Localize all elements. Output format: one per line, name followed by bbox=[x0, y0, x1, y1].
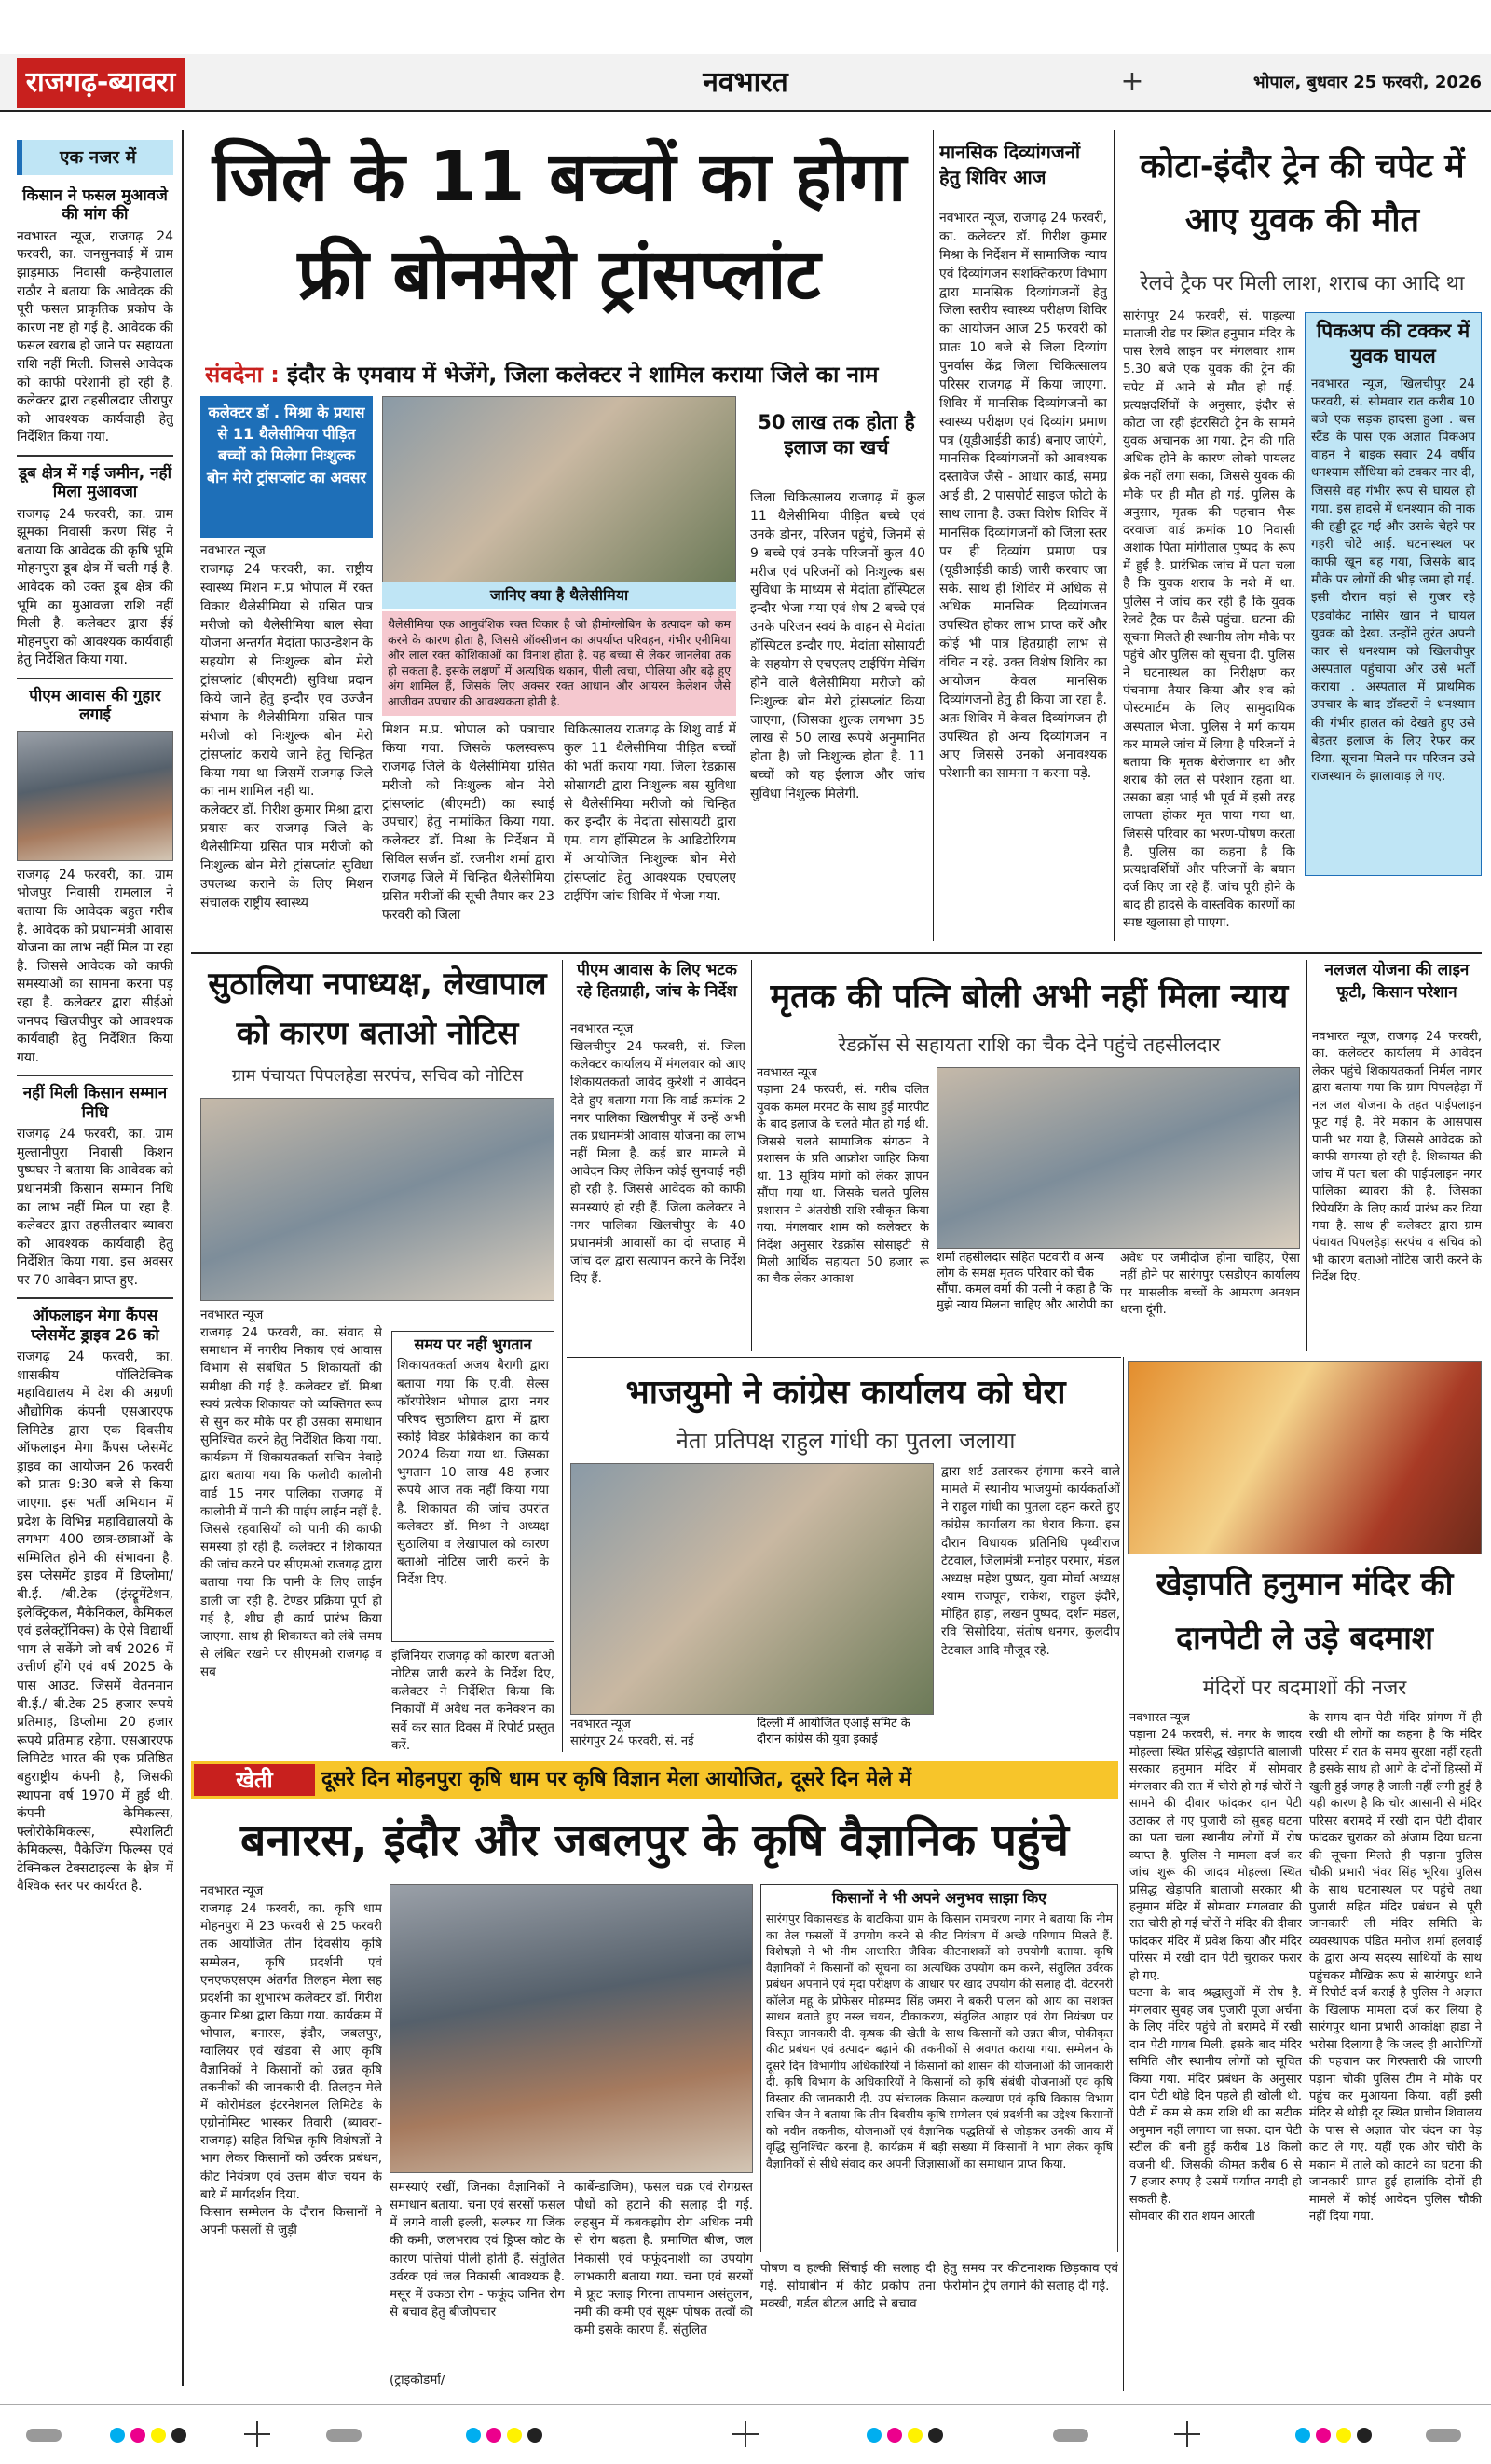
bjym-byline: नवभारत न्यूज सारंगपुर 24 फरवरी, सं. नई bbox=[570, 1718, 694, 1749]
temple-headline: खेड़ापति हनुमान मंदिर की दानपेटी ले उड़े बदमाश bbox=[1156, 1566, 1454, 1657]
lead-col-3: चिकित्सालय राजगढ़ के शिशु वार्ड में कुल 11 थैलेसीमिया पीड़ित बच्चों की भर्ती कराया गया. जिला रेडक्रास सोसायटी द्वारा निःशुल्क बस सुविधा से थैलेसीमिया मरीजो को चिन्हित कर इन्दौर के मेदांता सोसायटी द्वारा एम. वाय हॉस्पिटल के आडिटोरियम में आयोजित निःशुल्क बोन मेरो ट्रांसप्लांट हेतु आवश्यक एचएलए टाईपिंग जांच शिविर में भेजा गया. bbox=[564, 722, 736, 904]
lead-highlight-box bbox=[200, 396, 373, 538]
notice-subheadline: ग्राम पंचायत पिपलहेडा सरपंच, सचिव को नोटिस bbox=[231, 1066, 524, 1086]
widow-photo-caption: शर्मा तहसीलदार सहित पटवारी व अन्य लोग के समक्ष मृतक परिवार को चैक सौंपा. कमल वर्मा की पत्नी ने कहा है कि मुझे न्याय मिलना चाहिए और आरोपी का bbox=[937, 1251, 1114, 1351]
bjym-headline: भाजयुमो ने कांग्रेस कार्यालय को घेरा bbox=[625, 1374, 1066, 1412]
sidebar-heading-text: एक नजर में bbox=[59, 147, 137, 168]
train-body: सारंगपुर 24 फरवरी, सं. पाड़ल्या माताजी रोड पर स्थित हनुमान मंदिर के पास रेलवे लाइन पर मंगलवार शाम 5.30 बजे एक युवक की ट्रेन की चपेट में आने से मौत हो गई. प्रत्यक्षदर्शियों के अनुसार, इंदौर से कोटा जा रही इंटरसिटी ट्रेन के सामने युवक अचानक आ गया. ट्रेन की गति अधिक होने के कारण लोको पायलट ब्रेक नहीं लगा सका, जिससे युवक की मौके पर ही मौत हो गई. पुलिस के अनुसार, मृतक की पहचान भैरू दरवाजा वार्ड क्रमांक 10 निवासी अशोक पिता मांगीलाल पुष्पद के रूप में हुई है. प्रारंभिक जांच में पता चला है कि युवक शराब के नशे में था. पुलिस ने जांच कर रही है कि युवक रेलवे ट्रैक पर कैसे पहुंचा. घटना की सूचना मिलते ही स्थानीय लोग मौके पर पहुंचे और पुलिस को सूचना दी. पुलिस ने घटनास्थल का निरीक्षण कर पंचनामा तैयार किया और शव को पोस्टमार्टम के लिए सामुदायिक अस्पताल भेजा. पुलिस ने मर्ग कायम कर मामले जांच में लिया है परिजनों ने बताया कि मृतक बेरोजगार था और शराब की लत से परेशान रहता था. उसका बड़ा भाई भी पूर्व में इसी तरह लापता होकर मृत पाया गया था, जिससे परिवार का भरण-पोषण करता है. पुलिस का कहना है कि प्रत्यक्षदर्शियों और परिजनों के बयान दर्ज किए जा रहे हैं. जांच पूरी होने के बाद ही हादसे के वास्तविक कारणों का स्पष्ट खुलासा हो पाएगा. bbox=[1123, 308, 1295, 931]
black-registration-dot bbox=[928, 2428, 943, 2443]
temple-photo bbox=[1128, 1361, 1482, 1554]
agri-strap: दूसरे दिन मोहनपुरा कृषि धाम पर कृषि विज्ञान मेला आयोजित, दूसरे दिन मेले में bbox=[321, 1768, 912, 1791]
pickup-headline: पिकअप की टक्कर में युवक घायल bbox=[1316, 320, 1470, 368]
sidebar-story-3-title: पीएम आवास की गुहार लगाई bbox=[29, 687, 161, 725]
lead-col-2: मिशन म.प्र. भोपाल को पत्राचार किया गया. जिसके फलस्वरूप राजगढ़ जिले के थैलेसीमिया ग्रसित मरीजो को निःशुल्क बोन मेरो ट्रांसप्लांट (बीएमटी) का स्थाई उपचार) हेतु नामांकित किया गया. कलेक्टर डॉ. मिश्रा के निर्देशन में सिविल सर्जन डॉ. रजनीश शर्मा द्वारा राजगढ़ जिले में चिन्हित थैलेसीमिया ग्रसित मरीजों की सूची तैयार कर 23 फरवरी को जिला bbox=[382, 722, 554, 923]
column-rule bbox=[1114, 130, 1115, 941]
pickup-box bbox=[1305, 312, 1482, 876]
crosshair-mark bbox=[1174, 2421, 1200, 2447]
magenta-registration-dot bbox=[887, 2428, 902, 2443]
sidebar-house-photo bbox=[17, 731, 173, 861]
sidebar-story-5-title: ऑफलाइन मेगा कैंपस प्लेसमेंट ड्राइव 26 को bbox=[31, 1307, 159, 1345]
notice-headline: सुठालिया नपाध्यक्ष, लेखापाल को कारण बताओ नोटिस bbox=[208, 965, 547, 1052]
lead-col-1: नवभारत न्यूज राजगढ़ 24 फरवरी, का. राष्ट्रीय स्वास्थ्य मिशन म.प्र भोपाल में रक्त विकार थैलेसीमिया से ग्रसित पात्र मरीजो को थैलेसीमिया बाल सेवा योजना अन्तर्गत मेदांता फाउन्डेशन के सहयोग से निःशुल्क बोन मेरो ट्रांसप्लांट (बीएमटी) सुविधा प्रदान किये जाने हेतु इन्दौर एव उज्जैन संभाग के थैलेसीमिया ग्रसित पात्र मरीजो को निःशुल्क बोन मेरो ट्रांसप्लांट कराये जाने हेतु चिन्हित किया गया था जिसमें राजगढ़ जिले का नाम शामिल नहीं था. कलेक्टर डॉ. गिरीश कुमार मिश्रा द्वारा प्रयास कर राजगढ़ जिले के थैलेसीमिया ग्रसित पात्र मरीजो को निःशुल्क बोन मेरो ट्रांसप्लांट सुविधा उपलब्ध कराने के लिए मिशन संचालक राष्ट्रीय स्वास्थ्य bbox=[200, 543, 373, 910]
print-mark bbox=[326, 2429, 362, 2442]
temple-subheadline: मंदिरों पर बदमाशों की नजर bbox=[1202, 1677, 1407, 1700]
column-rule bbox=[751, 960, 752, 1351]
agri-headline: बनारस, इंदौर और जबलपुर के कृषि वैज्ञानिक पहुंचे bbox=[239, 1814, 1070, 1867]
yellow-registration-dot bbox=[151, 2428, 166, 2443]
black-registration-dot bbox=[171, 2428, 186, 2443]
paper-name: नवभारत bbox=[703, 66, 788, 99]
agri-farmers-box bbox=[760, 1884, 1118, 2252]
column-rule bbox=[1123, 1357, 1124, 2391]
row-rule bbox=[567, 1357, 1121, 1358]
widow-headline: मृतक की पत्नि बोली अभी नहीं मिला न्याय bbox=[770, 978, 1289, 1016]
crosshair-mark bbox=[732, 2421, 759, 2447]
lakh-headline: 50 लाख तक होता है इलाज का खर्च bbox=[758, 411, 915, 459]
agri-col-1: नवभारत न्यूज राजगढ़ 24 फरवरी, का. कृषि धाम मोहनपुरा में 23 फरवरी से 25 फरवरी तक आयोजित तीन दिवसीय कृषि सम्मेलन, कृषि प्रदर्शनी एवं एनएफएसएम अंतर्गत तिलहन मेला सह प्रदर्शनी का शुभारंभ कलेक्टर डॉ. गिरीश कुमार मिश्रा द्वारा किया गया. कार्यक्रम में भोपाल, बनारस, इंदौर, जबलपुर, ग्वालियर एवं खंडवा से आए कृषि वैज्ञानिकों ने किसानों को उन्नत कृषि तकनीकों की जानकारी दी. तिलहन मेले में कोरोमंडल इंटरनेशनल लिमिटेड के एग्रोनोमिस्ट भास्कर तिवारी (ब्यावरा-राजगढ़) सहित विभिन्न कृषि विशेषज्ञों ने भाग लेकर किसानों को उर्वरक प्रबंधन, कीट नियंत्रण एवं उत्तम बीज चयन के बारे में मार्गदर्शन दिया. किसान सम्मेलन के दौरान किसानों ने अपनी फसलों से जुड़ी bbox=[200, 1883, 382, 2238]
agri-col-2b: कार्बेन्डाजिम), फसल चक्र एवं रोगग्रस्त पौधों को हटाने की सलाह दी गई. लहसुन में कबकझोंप रोग अधिक नमी से रोग बढ़ता है. प्रमाणित बीज, जल निकासी एवं फफूंदनाशी का उपयोग लाभकारी बताया गया. चना एवं सरसों में फ्रूट फ्लाइ गिरना तापमान असंतुलन, नमी की कमी एवं सूक्ष्म पोषक तत्वों की कमी इसके कारण हैं. संतुलित bbox=[574, 2180, 753, 2338]
agri-col-3a: पोषण व हल्की सिंचाई की सलाह दी गई. सोयाबीन में कीट प्रकोप तना मक्खी, गर्डल बीटल आदि से बचाव bbox=[760, 2261, 936, 2312]
lead-highlight-text: कलेक्टर डॉ . मिश्रा के प्रयास से 11 थैलेसीमिया पीड़ित बच्चों को मिलेगा निःशुल्क बोन मेरो ट्रांसप्लांट का अवसर bbox=[207, 404, 366, 486]
lead-strap-text: इंदौर के एमवाय में भेजेंगे, जिला कलेक्टर ने शामिल कराया जिले का नाम bbox=[287, 362, 879, 388]
magenta-registration-dot bbox=[130, 2428, 145, 2443]
notice-box-title: समय पर नहीं भुगतान bbox=[414, 1335, 532, 1353]
yellow-registration-dot bbox=[1336, 2428, 1351, 2443]
sidebar-story-4-body: राजगढ़ 24 फरवरी, का. ग्राम मुल्तानीपुरा निवासी किशन पुष्पघर ने बताया कि आवेदक को प्रधानमंत्री किसान सम्मान निधि का लाभ नहीं मिल पा रहा है. कलेक्टर द्वारा तहसीलदार ब्यावरा को आवश्यक कार्यवाही हेतु निर्देशित किया गया. इस अवसर पर 70 आवेदन प्राप्त हुए. bbox=[17, 1127, 173, 1288]
print-mark bbox=[26, 2429, 62, 2442]
lakh-body: जिला चिकित्सालय राजगढ़ में कुल 11 थैलेसीमिया पीड़ित बच्चे एवं उनके डोनर, परिजन पहुंचे, जिनमें से 9 बच्चे एवं उनके परिजनों कुल 40 मरीज एवं परिजनों को निःशुल्क बस सुविधा के माध्यम से मेदांता हॉस्पिटल इन्दौर भेजा गया एवं शेष 2 बच्चे एवं उनके परिजन स्वयं के वाहन से मेदांता हॉस्पिटल इन्दौर गए. मेदांता सोसायटी के सहयोग से एचएलए टाईपिंग मेचिंग होने वाले थैलेसीमिया मरीजो को निःशुल्क बोन मेरो ट्रांसप्लांट किया जाएगा, (जिसका शुल्क लगभग 35 लाख से 50 लाख रूपये अनुमानित होता है) जो निःशुल्क होता है. 11 बच्चों को यह ईलाज और जांच सुविधा निशुल्क मिलेगी. bbox=[750, 490, 925, 801]
notice-box bbox=[391, 1331, 554, 1642]
sidebar-story-2-body: राजगढ़ 24 फरवरी, का. ग्राम झूमका निवासी करण सिंह ने बताया कि आवेदक की कृषि भूमि मोहनपुरा डूब क्षेत्र में चली गई है. आवेदक को उक्त डूब क्षेत्र की भूमि का मुआवजा राशि नहीं मिली है. कलेक्टर द्वारा ईई मोहनपुरा को आवश्यक कार्यवाही हेतु निर्देशित किया गया. bbox=[17, 506, 173, 668]
thalassemia-info-text: थैलेसीमिया एक आनुवंशिक रक्त विकार है जो हीमोग्लोबिन के उत्पादन को कम करने के कारण होता है, जिससे ऑक्सीजन का अपर्याप्त परिवहन, गंभीर एनीमिया और लाल रक्त कोशिकाओं का विनाश होता है. यह बच्चा से लेकर जानलेवा तक हो सकता है. इसके लक्षणों में अत्यधिक थकान, पीली त्वचा, पीलिया और बढ़े हुए अंग शामिल हैं, जिसके लिए अक्सर रक्त आधान और आयरन केलेशन जैसे आजीवन उपचार की आवश्यकता होती है. bbox=[388, 617, 731, 708]
notice-col-1: नवभारत न्यूज राजगढ़ 24 फरवरी, का. संवाद से समाधान में नगरीय निकाय एवं आवास विभाग से संबंधित 5 शिकायतों की समीक्षा की गई है. कलेक्टर डॉ. मिश्रा स्वयं प्रत्येक शिकायत को व्यक्तिगत रूप से सुन कर मौके पर ही उसका समाधान सुनिश्चित करने हेतु निर्देशित किया गया. कार्यक्रम में शिकायतकर्ता सचिन नेवाड़े द्वारा बताया गया कि फलोदी कालोनी वार्ड 15 नगर पालिका राजगढ़ में कालोनी में पानी की पाईप लाईन नहीं है. जिससे रहवासियों को पानी की काफी समस्या हो रही है. कलेक्टर ने शिकायत की जांच करने पर सीएमओ राजगढ़ द्वारा बताया गया कि पानी के लिए लाईन डाली जा रही है. टेण्डर प्रक्रिया पूर्ण हो गई है, शीघ्र ही कार्य प्रारंभ किया जाएगा. साथ ही शिकायत को लंबे समय से लंबित रखने पर सीएमओ राजगढ़ व सब bbox=[200, 1307, 382, 1680]
yellow-registration-dot bbox=[507, 2428, 522, 2443]
train-headline: कोटा-इंदौर ट्रेन की चपेट में आए युवक की मौत bbox=[1140, 147, 1465, 240]
column-rule bbox=[562, 960, 563, 1752]
pm-body: नवभारत न्यूज खिलचीपुर 24 फरवरी, सं. जिला कलेक्टर कार्यालय में मंगलवार को आए शिकायतकर्ता जावेद कुरेशी ने आवेदन देते हुए बताया गया कि वार्ड क्रमांक 2 नगर पालिका खिलचीपुर में उन्हें अभी तक प्रधानमंत्री आवास योजना का लाभ नहीं मिला है. कई बार मामले में आवेदन किए लेकिन कोई सुनवाई नहीं हो रही है. जिससे आवेदक को काफी समस्याएं हो रही हैं. जिला कलेक्टर ने नगर पालिका खिलचीपुर के 40 प्रधानमंत्री आवासों का दो सप्ताह में जांच दल द्वारा सत्यापन करने के निर्देश दिए हैं. bbox=[570, 1021, 746, 1287]
lead-photo-caption: जानिए क्या है थैलेसीमिया bbox=[382, 582, 736, 609]
train-subheadline: रेलवे ट्रैक पर मिली लाश, शराब का आदि था bbox=[1140, 272, 1465, 295]
sidebar-heading bbox=[17, 140, 173, 175]
print-mark bbox=[1053, 2429, 1088, 2442]
masthead-plus-icon: + bbox=[1120, 65, 1144, 98]
pm-headline: पीएम आवास के लिए भटक रहे हितग्राही, जांच के निर्देश bbox=[577, 961, 737, 1001]
bjym-subheadline: नेता प्रतिपक्ष राहुल गांधी का पुतला जलाया bbox=[676, 1428, 1016, 1454]
black-registration-dot bbox=[527, 2428, 542, 2443]
notice-col-3: इंजिनियर राजगढ़ को कारण बताओ नोटिस जारी करने के निर्देश दिए, कलेक्टर ने निर्देशित किया कि निकायों में अवैध नल कनेक्शन का सर्वे कर सात दिवस में रिपोर्ट प्रस्तुत करें. bbox=[391, 1649, 554, 1753]
widow-photo bbox=[937, 1067, 1300, 1249]
row-rule bbox=[191, 952, 1482, 954]
notice-photo bbox=[200, 1098, 554, 1301]
temple-col-1: नवभारत न्यूज पड़ाना 24 फरवरी, सं. नगर के जादव मोहल्ला स्थित प्रसिद्ध खेड़ापति बालाजी सरकार हनुमान मंदिर में सोमवार मंगलवार की रात में चोरो हो गई चोरों ने सामने की दीवार फांदकर दान पेटी उठाकर ले गए पुजारी को सुबह घटना का पता चला स्थानीय लोगों में रोष व्याप्त है. पुलिस ने मामला दर्ज कर जांच शुरू की जादव मोहल्ला स्थित प्रसिद्ध खेड़ापति बालाजी सरकार श्री हनुमान मंदिर में सोमवार मंगलवार की रात चोरी हो गई चोरों ने मंदिर की दीवार फांदकर मंदिर में प्रवेश किया और मंदिर परिसर में रखी दान पेटी चुराकर फरार हो गए. घटना के बाद श्रद्धालुओं में रोष है. मंगलवार सुबह जब पुजारी पूजा अर्चना के लिए मंदिर पहुंचे तो बरामदे में रखी दान पेटी गायब मिली. इसके बाद मंदिर समिति और स्थानीय लोगों को सूचित किया गया. मंदिर प्रबंधन के अनुसार दान पेटी थोड़े दिन पहले ही खोली थी. पेटी में कम से कम राशि थी का सटीक अनुमान नहीं लगाया जा सका. दान पेटी स्टील की बनी हुई करीब 18 किलो वजनी थी. जिसकी कीमत करीब 6 से 7 हजार रुपए है उसमें पर्याप्त नगदी हो सकती है. सोमवार की रात शयन आरती bbox=[1129, 1711, 1302, 2224]
nal-headline: नलजल योजना की लाइन फूटी, किसान परेशान bbox=[1324, 961, 1470, 1002]
agri-col-2a: समस्याएं रखीं, जिनका वैज्ञानिकों ने समाधान बताया. चना एवं सरसों फसल में लगने वाली इल्ली, सल्फर या जिंक की कमी, जलभराव एवं ड्रिप्स कोट के कारण पत्तियां पीली होती हैं. संतुलित उर्वरक एवं जल निकासी आवश्यक है. मसूर में उकठा रोग - फफूंद जनित रोग से बचाव हेतु बीजोपचार bbox=[390, 2180, 565, 2320]
lead-headline-line-1: जिले के 11 बच्चों का होगा bbox=[212, 137, 907, 217]
widow-col-1: नवभारत न्यूज पड़ाना 24 फरवरी, सं. गरीब दलित युवक कमल मरमट के साथ हुई मारपीट के बाद इलाज के चलते मौत हो गई थी. जिससे चलते सामाजिक संगठन ने प्रशासन के प्रति आक्रोश जाहिर किया था. 13 सूत्रिय मांगो को लेकर ज्ञापन सौंपा गया था. जिसके चलते पुलिस प्रशासन ने अंतरोष्ठी राशि स्वीकृत किया गया. मंगलवार शाम को कलेक्टर के निर्देश अनुसार रेडक्रॉस सोसाइटी से मिली आर्थिक सहायता 50 हजार रू का चैक लेकर आकाश bbox=[757, 1066, 929, 1287]
print-mark bbox=[1426, 2429, 1461, 2442]
column-rule bbox=[1306, 960, 1307, 1351]
cyan-registration-dot bbox=[110, 2428, 125, 2443]
column-rule bbox=[933, 130, 934, 941]
agri-col-2c: (ट्राइकोडर्मा/ bbox=[390, 2373, 445, 2388]
agri-photo bbox=[390, 1884, 753, 2173]
sidebar-divider bbox=[17, 678, 173, 679]
pickup-body: नवभारत न्यूज, खिलचीपुर 24 फरवरी, सं. सोमवार रात करीब 10 बजे एक सड़क हादसा हुआ . बस स्टैंड के पास एक अज्ञात पिकअप वाहन ने बाइक सवार 24 वर्षीय धनश्याम सौंधिया को टक्कर मार दी, जिससे वह गंभीर रूप से घायल हो गया. इस हादसे में धनश्याम की नाक की हड्डी टूट गई और उसके चेहरे पर गहरी चोटें आई. घटनास्थल पर काफी खून बह गया, जिसके बाद मौके पर लोगों की भीड़ जमा हो गई. इसी दौरान वहां से गुजर रहे एडवोकेट नासिर खान ने घायल युवक को देखा. उन्होंने तुरंत अपनी कार से धनश्याम को खिलचीपुर अस्पताल पहुंचाया और उसे भर्ती कराया . अस्पताल में प्राथमिक उपचार के बाद डॉक्टरों ने धनश्याम की गंभीर हालत को देखते हुए उसे बेहतर इलाज के लिए रेफर कर दिया. सूचना मिलने पर परिजन उसे राजस्थान के झालावाड़ ले गए. bbox=[1311, 376, 1475, 785]
lead-strap-label: संवदेना : bbox=[205, 362, 280, 388]
agri-farmers-box-body: सारंगपुर विकासखंड के बाटकिया ग्राम के किसान रामचरण नागर ने बताया कि नीम का तेल फसलों में उपयोग करने से कीट नियंत्रण में अच्छे परिणाम मिलते हैं. विशेषज्ञों ने भी नीम आधारित जैविक कीटनाशकों को उपयोगी बताया. कृषि वैज्ञानिकों ने किसानों को सूचना का अत्यधिक उपयोग कम करने, संतुलित उर्वरक प्रबंधन अपनाने एवं मृदा परीक्षण के आधार पर खाद उपयोग की सलाह दी. वेटरनरी कॉलेज महू के प्रोफेसर मोहम्मद सिंह जमरा ने बकरी पालन को आय का सशक्त साधन बताते हुए नस्ल चयन, टीकाकरण, संतुलित आहार एवं रोग नियंत्रण पर विस्तृत जानकारी दी. कृषक की खेती के साथ किसानों को उन्नत बीज, पोकीकृत कीट प्रबंधन एवं उत्पादन बढ़ाने की तकनीकों से अवगत कराया गया. सम्मेलन के दूसरे दिन विभागीय अधिकारियों ने किसानों को शासन की योजनाओं की जानकारी दी. कृषि विभाग के अधिकारियों ने किसानों को कृषि संबंधी योजनाओं एवं कृषि विस्तार की जानकारी दी. उप संचालक किसान कल्याण एवं कृषि विकास विभाग सचिन जैन ने बताया कि तीन दिवसीय कृषि सम्मेलन एवं प्रदर्शनी का उद्देश्य किसानों को नवीन तकनीक, योजनाओं एवं वैज्ञानिक पद्धतियों से जोड़कर उनकी आय में वृद्धि सुनिश्चित करना है. कार्यक्रम में बड़ी संख्या में किसानों ने भाग लेकर कृषि वैज्ञानिकों से सीधे संवाद कर अपनी जिज्ञासाओं का समाधान प्राप्त किया. bbox=[766, 1911, 1113, 2170]
magenta-registration-dot bbox=[486, 2428, 501, 2443]
sidebar-story-4-title: नहीं मिली किसान सम्मान निधि bbox=[22, 1084, 168, 1122]
bjym-photo-caption: दिल्ली में आयोजित एआई समिट के दौरान कांग्रेस की युवा इकाई bbox=[757, 1717, 934, 1758]
black-registration-dot bbox=[1357, 2428, 1372, 2443]
footer-rule bbox=[0, 2404, 1491, 2405]
cyan-registration-dot bbox=[867, 2428, 882, 2443]
widow-subheadline: रेडक्रॉस से सहायता राशि का चैक देने पहुंचे तहसीलदार bbox=[838, 1034, 1221, 1056]
sidebar-divider bbox=[17, 1297, 173, 1299]
sidebar-rule bbox=[182, 130, 184, 2386]
lead-headline-line-2: फ्री बोनमेरो ट्रांसप्लांट bbox=[297, 235, 821, 315]
sidebar-divider bbox=[17, 1075, 173, 1076]
notice-box-body: शिकायतकर्ता अजय बैरागी द्वारा बताया गया कि ए.वी. सेल्स कॉरपोरेशन भोपाल द्वारा नगर परिषद सुठालिया द्वारा में द्वारा स्कोई विडर फेब्रिकेशन का कार्य 2024 किया गया था. जिसका भुगतान 10 लाख 48 हजार रूपये आज तक नहीं किया गया है. शिकायत की जांच उपरांत कलेक्टर डॉ. मिश्रा ने अध्यक्ष सुठालिया व लेखापाल को कारण बताओ नोटिस जारी करने के निर्देश दिए. bbox=[397, 1358, 549, 1588]
dateline: भोपाल, बुधवार 25 फरवरी, 2026 bbox=[1253, 73, 1482, 92]
agri-label: खेती bbox=[194, 1764, 315, 1796]
lead-photo bbox=[382, 396, 736, 582]
agri-col-3b: हेतु समय पर कीटनाशक छिड़काव एवं फेरोमोन ट्रेप लगाने की सलाह दी गई. bbox=[943, 2261, 1118, 2294]
nal-body: नवभारत न्यूज, राजगढ़ 24 फरवरी, का. कलेक्टर कार्यालय में आवेदन लेकर पहुंचे शिकायतकर्ता निर्मल नागर द्वारा बताया गया कि ग्राम पिपलहेड़ा में नल जल योजना के तहत पाईपलाइन फूट गई है. मेरे मकान के आसपास पानी भर गया है, जिससे आवेदक को काफी समस्या हो रही है. शिकायत की जांच में पता चला की पाईपलाइन नगर पालिका ब्यावरा की है. जिसका रिपेयरिंग के लिए कार्य प्रारंभ कर दिया गया है. साथ ही कलेक्टर द्वारा ग्राम पंचायत पिपलहेड़ा सरपंच व सचिव को भी कारण बताओ नोटिस जारी करने के निर्देश दिए. bbox=[1312, 1030, 1482, 1285]
crosshair-mark bbox=[244, 2421, 270, 2447]
sidebar-story-1-title: किसान ने फसल मुआवजे की मांग की bbox=[22, 186, 168, 225]
lead-strap bbox=[205, 356, 932, 393]
sidebar-column bbox=[17, 186, 173, 2386]
bjym-photo bbox=[570, 1463, 934, 1715]
bjym-body: द्वारा शर्ट उतारकर हंगामा करने वाले मामले में स्थानीय भाजयुमो कार्यकर्ताओं ने राहुल गांधी का पुतला दहन करते हुए कांग्रेस कार्यालय का घेराव किया. इस दौरान विधायक प्रतिनिधि पृथ्वीराज टेटवाल, जिलामंत्री मनोहर परमार, मंडल अध्यक्ष महेश पुष्पद, युवा मोर्चा अध्यक्ष श्याम राजपूत, राकेश, राहुल इंदौरे, मोहित हाड़ा, लखन पुष्पद, दर्शन मंडल, रवि सिसोदिया, संतोष धनगर, कुलदीप टेटवाल आदि मौजूद रहे. bbox=[941, 1464, 1120, 1658]
sidebar-story-1-body: नवभारत न्यूज, राजगढ़ 24 फरवरी, का. जनसुनवाई में ग्राम झाड़माऊ निवासी कन्हैयालाल राठौर ने बताया कि आवेदक की पूरी फसल प्राकृतिक प्रकोप के कारण नष्ट हो गई है. आवेदक की फसल खराब हो जाने पर सहायता राशि नहीं मिली. जिससे आवेदक को काफी परेशानी हो रही है. कलेक्टर द्वारा तहसीलदार जीरापुर को आवश्यक कार्यवाही हेतु निर्देशित किया गया. bbox=[17, 228, 173, 445]
sidebar-story-5-body: राजगढ़ 24 फरवरी, का. शासकीय पॉलिटेक्निक महाविद्यालय में देश की अग्रणी औद्योगिक कंपनी एसआरएफ लिमिटेड द्वारा एक दिवसीय ऑफलाइन मेगा कैंपस प्लेसमेंट ड्राइव का आयोजन 26 फरवरी को प्रातः 9:30 बजे से किया जाएगा. इस भर्ती अभियान में प्रदेश के विभिन्न महाविद्यालयों के लगभग 400 छात्र-छात्राओं के सम्मिलित होने की संभावना है. इस प्लेसमेंट ड्राइव में डिप्लोमा/बी.ई. /बी.टेक (इंस्ट्रूमेंटेशन, इलेक्ट्रिकल, मैकेनिकल, केमिकल एवं इलेक्ट्रॉनिक्स) के ऐसे विद्यार्थी भाग ले सकेंगे जो वर्ष 2026 में उत्तीर्ण होंगे एवं वर्ष 2025 के पास आउट. जिसमें वेतनमान बी.ई./ बी.टेक 25 हजार रूपये प्रतिमाह, डिप्लोमा 20 हजार रूपये प्रतिमाह रहेगा. एसआरएफ लिमिटेड भारत की एक प्रतिष्ठित बहुराष्ट्रीय कंपनी है, जिसकी स्थापना वर्ष 1970 में हुई थी. कंपनी केमिकल्स, फ्लोरोकेमिकल्स, स्पेशलिटी केमिकल्स, पैकेजिंग फिल्म्स एवं टेक्निकल टेक्सटाइल्स के क्षेत्र में वैश्विक स्तर पर कार्यरत है. bbox=[17, 1349, 173, 1895]
yellow-registration-dot bbox=[908, 2428, 923, 2443]
camp-headline: मानसिक दिव्यांगजनों हेतु शिविर आज bbox=[939, 141, 1081, 188]
cyan-registration-dot bbox=[466, 2428, 481, 2443]
camp-body: नवभारत न्यूज, राजगढ़ 24 फरवरी, का. कलेक्टर डॉ. गिरीश कुमार मिश्रा के निर्देशन में सामाजिक न्याय एवं दिव्यांगजन सशक्तिकरण विभाग द्वारा मानसिक दिव्यांगजनों हेतु जिला स्तरीय स्वास्थ्य परीक्षण शिविर का आयोजन आज 25 फरवरी को प्रातः 10 बजे से जिला दिव्यांग पुनर्वास केंद्र जिला चिकित्सालय परिसर राजगढ़ में किया जाएगा. शिविर में मानसिक दिव्यांगजनों का स्वास्थ्य परीक्षण एवं दिव्यांग प्रमाण पत्र (यूडीआईडी कार्ड) बनाए जाएंगे, मानसिक दिव्यांगजनों को आवश्यक दस्तावेज जैसे - आधार कार्ड, समग्र आई डी, 2 पासपोर्ट साइज फोटो के साथ लाना है. उक्त विशेष शिविर में मानसिक दिव्यांगजनों को जिला स्तर पर ही दिव्यांग प्रमाण पत्र (यूडीआईडी कार्ड) जारी करवाए जा सके. साथ ही शिविर में अधिक से अधिक मानसिक दिव्यांगजन उपस्थित होकर लाभ प्राप्त करें और कोई भी पात्र हितग्राही लाभ से वंचित न रहे. उक्त विशेष शिविर का आयोजन केवल मानसिक दिव्यांगजनों हेतु ही किया जा रहा है. अतः शिविर में केवल दिव्यांगजन ही उपस्थित हो अन्य दिव्यांगजन न आए जिससे उनको अनावश्यक परेशानी का सामना न करना पड़े. bbox=[939, 211, 1107, 782]
magenta-registration-dot bbox=[1316, 2428, 1331, 2443]
cyan-registration-dot bbox=[1295, 2428, 1310, 2443]
sidebar-story-2-title: डूब क्षेत्र में गई जमीन, नहीं मिला मुआवजा bbox=[19, 463, 171, 502]
temple-col-2: के समय दान पेटी मंदिर प्रांगण में ही रखी थी लोगों का कहना है कि मंदिर परिसर में रात के समय सुरक्षा नहीं रहती है इसके साथ ही आगे के दोनों हिस्सों में खुली हुई जगह है जाली नहीं लगी हुई है यही कारण है कि चोर आसानी से मंदिर परिसर बरामदे में रखी दान पेटी दीवार फांदकर चुराकर को अंजाम दिया घटना की सूचना मिलते ही पड़ाना पुलिस चौकी प्रभारी भंवर सिंह भूरिया पुलिस के साथ घटनास्थल पर पहुंचे तथा पुजारी सहित मंदिर प्रबंधन से पूरी जानकारी ली मंदिर समिति के व्यवस्थापक पंडित मनोज शर्मा हलवाई के द्वारा अन्य सदस्य साथियों के साथ पहुंचकर मौखिक रूप से सारंगपुर थाने में रिपोर्ट दर्ज कराई है पुलिस ने अज्ञात के खिलाफ मामला दर्ज कर लिया है सारंगपुर थाना प्रभारी आकांक्षा हाडा ने भरोसा दिलाया है कि जल्द ही आरोपियों की पहचान कर गिरफ्तारी की जाएगी पड़ाना चौकी पुलिस टीम ने मौके पर पहुंच कर मुआयना किया. वहीं इसी मंदिर से थोड़ी दूर स्थित प्राचीन शिवालय के पास से अज्ञात चोर चंदन का पेड़ काट ले गए. यहीं एक और चोरी के मकान में ताले को काटने का घटना की जानकारी प्राप्त हुई हालांकि दोनों ही मामले में कोई आवेदन पुलिस चौकी नहीं दिया गया. bbox=[1309, 1711, 1482, 2224]
agri-farmers-box-title: किसानों ने भी अपने अनुभव साझा किए bbox=[831, 1889, 1047, 1907]
sidebar-story-3-body: राजगढ़ 24 फरवरी, का. ग्राम भोजपुर निवासी रामलाल ने बताया कि आवेदक बहुत गरीब है. आवेदक को प्रधानमंत्री आवास योजना का लाभ नहीं मिल पा रहा है. जिससे आवेदक को काफी समस्याओं का सामना करना पड़ रहा है. कलेक्टर द्वारा सीईओ जनपद खिलचीपुर को आवश्यक कार्यवाही हेतु निर्देशित किया गया. bbox=[17, 867, 173, 1065]
thalassemia-info-box bbox=[382, 611, 736, 716]
widow-col-2: अवैध पर जमीदोज होना चाहिए, ऐसा नहीं होने पर सारंगपुर एसडीएम कार्यालय पर मासलीक बच्चों के आमरण अनशन धरना दूंगी. bbox=[1120, 1252, 1300, 1318]
sidebar-divider bbox=[17, 455, 173, 457]
edition-label: राजगढ़-ब्यावरा bbox=[17, 58, 185, 108]
